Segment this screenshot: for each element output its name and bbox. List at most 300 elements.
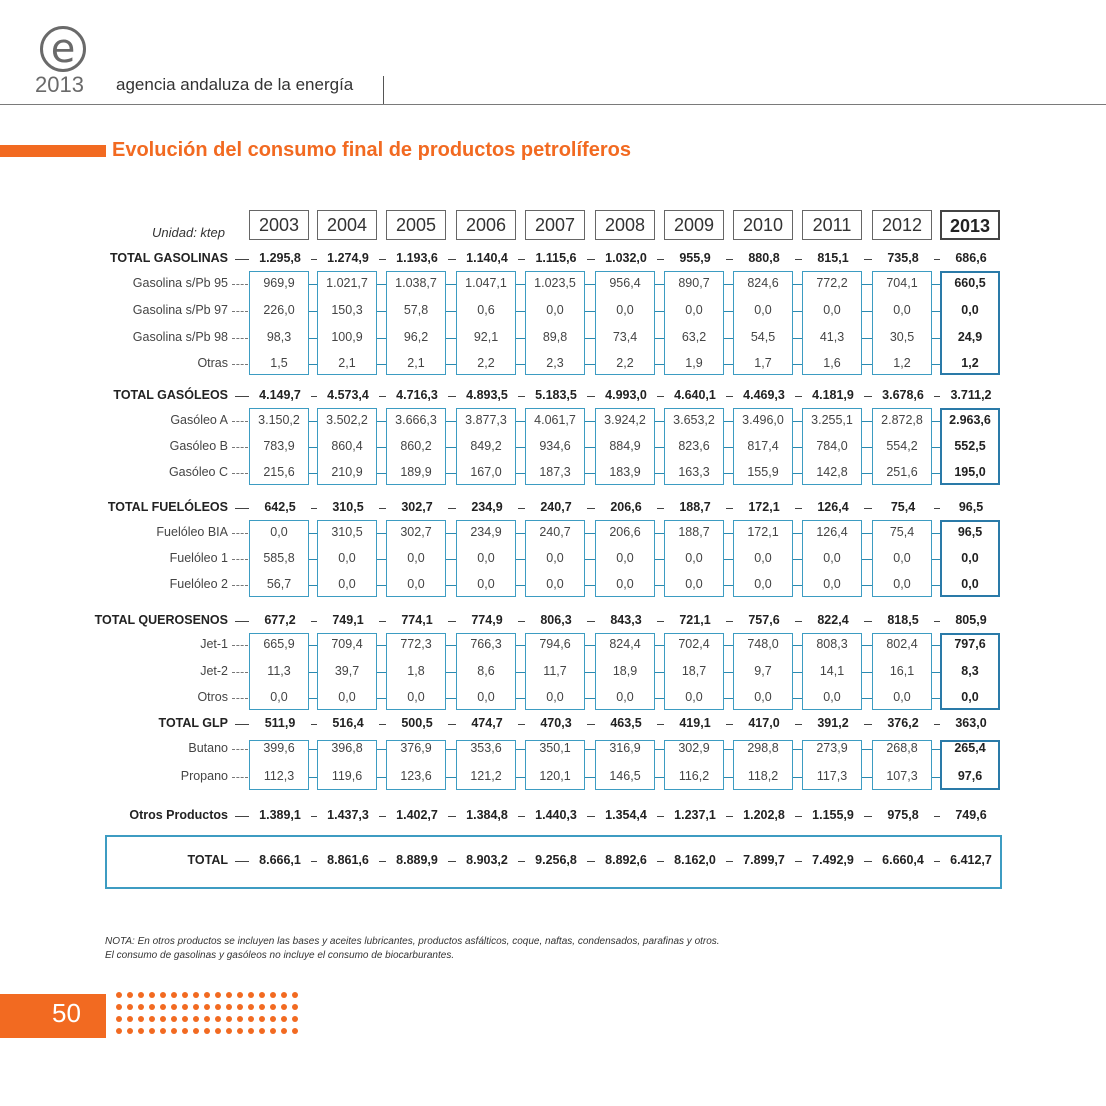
table-cell: 172,1 — [747, 525, 779, 539]
decorative-dot — [248, 992, 254, 998]
total-value: 4.893,5 — [456, 388, 518, 402]
row-connector — [932, 672, 940, 673]
row-connector — [585, 421, 595, 422]
table-cell: 2,2 — [616, 356, 634, 370]
row-connector — [655, 421, 664, 422]
table-cell: 0,0 — [823, 551, 841, 565]
row-label: Otros — [197, 690, 228, 704]
decorative-dot — [127, 1028, 133, 1034]
table-cell: 0,0 — [546, 551, 564, 565]
decorative-dot — [259, 1028, 265, 1034]
decorative-dot — [270, 1028, 276, 1034]
group-total-label: TOTAL GLP — [158, 716, 228, 730]
decorative-dot — [127, 1004, 133, 1010]
decorative-dot — [193, 1004, 199, 1010]
row-connector — [585, 777, 595, 778]
table-cell: 353,6 — [470, 741, 502, 755]
row-connector — [793, 585, 802, 586]
table-cell: 4.061,7 — [534, 413, 576, 427]
total-value: 417,0 — [733, 716, 795, 730]
row-connector — [862, 559, 872, 560]
total-value: 774,9 — [456, 613, 518, 627]
decorative-dot — [215, 1016, 221, 1022]
total-value: 9.256,8 — [525, 853, 587, 867]
table-cell: 783,9 — [263, 439, 295, 453]
row-connector — [446, 585, 456, 586]
total-value: 172,1 — [733, 500, 795, 514]
note-line-2: El consumo de gasolinas y gasóleos no incluye el consumo de biocarburantes. — [105, 950, 455, 961]
table-cell: 702,4 — [678, 637, 710, 651]
row-connector — [516, 421, 525, 422]
row-connector — [585, 364, 595, 365]
table-cell: 0,0 — [338, 577, 356, 591]
row-connector — [932, 559, 940, 560]
title-accent-bar — [0, 145, 106, 157]
table-cell: 14,1 — [819, 664, 845, 678]
year-header: 2006 — [456, 210, 516, 240]
total-value: 8.162,0 — [664, 853, 726, 867]
row-connector — [516, 749, 525, 750]
table-cell: 890,7 — [678, 276, 710, 290]
decorative-dot — [171, 1028, 177, 1034]
row-connector — [585, 672, 595, 673]
row-connector — [724, 421, 733, 422]
total-value: 822,4 — [802, 613, 864, 627]
group-total-label: TOTAL GASOLINAS — [109, 251, 228, 265]
decorative-dot — [138, 992, 144, 998]
row-connector — [724, 364, 733, 365]
table-cell: 0,0 — [685, 551, 703, 565]
total-value: 234,9 — [456, 500, 518, 514]
decorative-dot — [248, 1016, 254, 1022]
row-connector — [516, 533, 525, 534]
row-connector — [724, 698, 733, 699]
total-value: 4.181,9 — [802, 388, 864, 402]
row-connector — [446, 533, 456, 534]
row-label: Gasolina s/Pb 95 — [132, 276, 228, 290]
total-value: 474,7 — [456, 716, 518, 730]
decorative-dot — [182, 1004, 188, 1010]
row-leader — [232, 311, 248, 313]
table-cell: 0,0 — [823, 690, 841, 704]
row-connector — [655, 672, 664, 673]
total-value: 8.903,2 — [456, 853, 518, 867]
row-connector — [309, 421, 317, 422]
decorative-dot — [292, 1004, 298, 1010]
total-value: 757,6 — [733, 613, 795, 627]
total-value: 1.237,1 — [664, 808, 726, 822]
row-connector — [585, 585, 595, 586]
row-connector — [932, 645, 940, 646]
group-total-label: TOTAL FUELÓLEOS — [107, 500, 228, 514]
table-cell: 142,8 — [816, 465, 848, 479]
total-value: 735,8 — [872, 251, 934, 265]
total-value: 818,5 — [872, 613, 934, 627]
row-connector — [309, 585, 317, 586]
row-connector — [446, 645, 456, 646]
row-connector — [724, 585, 733, 586]
table-cell: 167,0 — [470, 465, 502, 479]
table-cell: 1,5 — [270, 356, 288, 370]
total-value: 1.440,3 — [525, 808, 587, 822]
table-cell: 3.150,2 — [258, 413, 300, 427]
group-total-label: TOTAL GASÓLEOS — [113, 388, 228, 402]
table-cell: 0,0 — [338, 551, 356, 565]
row-connector — [724, 749, 733, 750]
row-connector — [655, 585, 664, 586]
table-cell: 2.963,6 — [949, 413, 991, 427]
table-cell: 0,0 — [823, 577, 841, 591]
decorative-dot — [226, 1028, 232, 1034]
decorative-dot — [138, 1028, 144, 1034]
total-value: 1.295,8 — [249, 251, 311, 265]
row-connector — [377, 284, 386, 285]
table-cell: 1,2 — [893, 356, 911, 370]
table-cell: 16,1 — [889, 664, 915, 678]
table-cell: 240,7 — [539, 525, 571, 539]
total-value: 3.711,2 — [940, 388, 1002, 402]
year-header: 2011 — [802, 210, 862, 240]
table-cell: 273,9 — [816, 741, 848, 755]
table-cell: 884,9 — [609, 439, 641, 453]
table-cell: 1.047,1 — [465, 276, 507, 290]
decorative-dot — [270, 1016, 276, 1022]
row-connector — [585, 473, 595, 474]
row-connector — [862, 338, 872, 339]
table-cell: 0,0 — [754, 690, 772, 704]
row-connector — [516, 645, 525, 646]
total-value: 188,7 — [664, 500, 726, 514]
total-value: 1.115,6 — [525, 251, 587, 265]
table-cell: 3.255,1 — [811, 413, 853, 427]
decorative-dot — [149, 992, 155, 998]
decorative-dot — [292, 992, 298, 998]
row-connector — [309, 284, 317, 285]
table-cell: 234,9 — [470, 525, 502, 539]
total-value: 4.469,3 — [733, 388, 795, 402]
decorative-dot — [138, 1004, 144, 1010]
row-connector — [655, 559, 664, 560]
table-cell: 97,6 — [957, 769, 983, 783]
table-cell: 112,3 — [263, 769, 295, 783]
table-cell: 823,6 — [678, 439, 710, 453]
row-connector — [655, 311, 664, 312]
decorative-dot — [237, 1028, 243, 1034]
total-value: 8.892,6 — [595, 853, 657, 867]
total-value: 1.274,9 — [317, 251, 379, 265]
row-leader — [232, 585, 248, 587]
total-value: 749,1 — [317, 613, 379, 627]
otros-productos-label: Otros Productos — [129, 808, 228, 822]
decorative-dot — [281, 992, 287, 998]
row-label: Butano — [188, 741, 228, 755]
table-cell: 660,5 — [954, 276, 986, 290]
row-connector — [793, 364, 802, 365]
row-label: Gasóleo A — [170, 413, 228, 427]
table-cell: 96,2 — [403, 330, 429, 344]
table-cell: 704,1 — [886, 276, 918, 290]
row-connector — [655, 698, 664, 699]
table-cell: 0,0 — [754, 551, 772, 565]
table-cell: 772,2 — [816, 276, 848, 290]
row-connector — [585, 284, 595, 285]
table-cell: 54,5 — [750, 330, 776, 344]
total-value: 363,0 — [940, 716, 1002, 730]
total-value: 1.155,9 — [802, 808, 864, 822]
table-cell: 709,4 — [331, 637, 363, 651]
row-connector — [446, 421, 456, 422]
table-cell: 215,6 — [263, 465, 295, 479]
table-cell: 554,2 — [886, 439, 918, 453]
total-value: 806,3 — [525, 613, 587, 627]
decorative-dot — [281, 1028, 287, 1034]
row-connector — [862, 645, 872, 646]
decorative-dot — [116, 1028, 122, 1034]
row-connector — [377, 585, 386, 586]
total-value: 1.354,4 — [595, 808, 657, 822]
row-connector — [309, 559, 317, 560]
table-cell: 3.666,3 — [395, 413, 437, 427]
table-cell: 969,9 — [263, 276, 295, 290]
row-connector — [516, 698, 525, 699]
row-connector — [793, 421, 802, 422]
total-value: 240,7 — [525, 500, 587, 514]
table-cell: 189,9 — [400, 465, 432, 479]
total-value: 4.573,4 — [317, 388, 379, 402]
total-value: 1.202,8 — [733, 808, 795, 822]
row-connector — [862, 698, 872, 699]
logo-e-icon: e — [40, 26, 86, 72]
table-cell: 73,4 — [612, 330, 638, 344]
table-cell: 41,3 — [819, 330, 845, 344]
table-cell: 121,2 — [470, 769, 502, 783]
decorative-dot — [160, 1016, 166, 1022]
decorative-dot — [237, 1016, 243, 1022]
table-cell: 0,0 — [407, 551, 425, 565]
row-leader — [232, 672, 248, 674]
row-leader — [232, 364, 248, 366]
total-value: 955,9 — [664, 251, 726, 265]
year-header: 2005 — [386, 210, 446, 240]
row-connector — [377, 311, 386, 312]
table-cell: 265,4 — [954, 741, 986, 755]
row-leader — [232, 777, 248, 779]
row-connector — [932, 777, 940, 778]
row-connector — [724, 645, 733, 646]
table-cell: 116,2 — [678, 769, 710, 783]
row-connector — [309, 749, 317, 750]
total-value: 7.899,7 — [733, 853, 795, 867]
table-cell: 163,3 — [678, 465, 710, 479]
row-connector — [516, 311, 525, 312]
table-cell: 0,0 — [961, 303, 979, 317]
row-connector — [793, 698, 802, 699]
total-value: 391,2 — [802, 716, 864, 730]
table-cell: 0,0 — [754, 303, 772, 317]
table-cell: 30,5 — [889, 330, 915, 344]
row-connector — [655, 364, 664, 365]
table-cell: 119,6 — [331, 769, 363, 783]
decorative-dot — [182, 992, 188, 998]
table-cell: 24,9 — [957, 330, 983, 344]
table-cell: 210,9 — [331, 465, 363, 479]
row-connector — [585, 559, 595, 560]
row-connector — [446, 698, 456, 699]
note-line-1: NOTA: En otros productos se incluyen las bases y aceites lubricantes, productos asfálticos, coque, naftas, condensados, parafinas y otros. — [105, 936, 720, 947]
table-cell: 772,3 — [400, 637, 432, 651]
table-cell: 1,2 — [961, 356, 979, 370]
table-cell: 187,3 — [539, 465, 571, 479]
row-label: Jet-2 — [200, 664, 228, 678]
table-cell: 146,5 — [609, 769, 641, 783]
row-connector — [724, 284, 733, 285]
row-connector — [724, 559, 733, 560]
table-cell: 376,9 — [400, 741, 432, 755]
table-cell: 251,6 — [886, 465, 918, 479]
row-connector — [516, 447, 525, 448]
table-cell: 0,0 — [407, 577, 425, 591]
total-value: 880,8 — [733, 251, 795, 265]
decorative-dot — [259, 992, 265, 998]
total-value: 4.716,3 — [386, 388, 448, 402]
row-connector — [724, 777, 733, 778]
decorative-dot — [270, 992, 276, 998]
row-connector — [585, 533, 595, 534]
row-connector — [377, 698, 386, 699]
table-cell: 0,0 — [407, 690, 425, 704]
total-value: 774,1 — [386, 613, 448, 627]
table-cell: 3.496,0 — [742, 413, 784, 427]
total-value: 721,1 — [664, 613, 726, 627]
row-leader — [232, 533, 248, 535]
total-value: 500,5 — [386, 716, 448, 730]
table-cell: 63,2 — [681, 330, 707, 344]
total-value: 1.437,3 — [317, 808, 379, 822]
table-cell: 934,6 — [539, 439, 571, 453]
decorative-dot — [281, 1016, 287, 1022]
table-cell: 302,9 — [678, 741, 710, 755]
table-cell: 0,0 — [616, 551, 634, 565]
table-cell: 155,9 — [747, 465, 779, 479]
decorative-dot — [215, 1028, 221, 1034]
table-cell: 98,3 — [266, 330, 292, 344]
decorative-dot — [259, 1016, 265, 1022]
row-connector — [516, 284, 525, 285]
year-header: 2007 — [525, 210, 585, 240]
row-connector — [655, 777, 664, 778]
table-cell: 1.038,7 — [395, 276, 437, 290]
decorative-dot — [270, 1004, 276, 1010]
header-divider — [383, 76, 384, 104]
total-value: 8.666,1 — [249, 853, 311, 867]
row-leader — [232, 284, 248, 286]
total-value: 419,1 — [664, 716, 726, 730]
decorative-dot — [204, 992, 210, 998]
table-cell: 18,7 — [681, 664, 707, 678]
table-cell: 2,3 — [546, 356, 564, 370]
total-value: 5.183,5 — [525, 388, 587, 402]
table-cell: 3.924,2 — [604, 413, 646, 427]
table-cell: 794,6 — [539, 637, 571, 651]
grand-total-box — [105, 835, 1002, 889]
table-cell: 0,0 — [685, 690, 703, 704]
header-year: 2013 — [35, 72, 84, 97]
total-value: 805,9 — [940, 613, 1002, 627]
year-header: 2008 — [595, 210, 655, 240]
table-cell: 2,2 — [477, 356, 495, 370]
row-connector — [724, 338, 733, 339]
decorative-dot — [116, 992, 122, 998]
decorative-dot — [182, 1028, 188, 1034]
table-cell: 956,4 — [609, 276, 641, 290]
total-value: 126,4 — [802, 500, 864, 514]
group-total-label: TOTAL QUEROSENOS — [94, 613, 228, 627]
row-connector — [377, 559, 386, 560]
total-value: 6.660,4 — [872, 853, 934, 867]
total-value: 4.993,0 — [595, 388, 657, 402]
row-connector — [377, 749, 386, 750]
row-connector — [932, 749, 940, 750]
row-connector — [585, 698, 595, 699]
table-cell: 0,0 — [685, 303, 703, 317]
table-cell: 1,7 — [754, 356, 772, 370]
row-connector — [446, 447, 456, 448]
table-cell: 39,7 — [334, 664, 360, 678]
table-cell: 0,0 — [893, 577, 911, 591]
total-value: 516,4 — [317, 716, 379, 730]
row-leader — [232, 698, 248, 700]
row-connector — [309, 473, 317, 474]
table-cell: 824,4 — [609, 637, 641, 651]
table-cell: 298,8 — [747, 741, 779, 755]
table-cell: 9,7 — [754, 664, 772, 678]
table-cell: 0,0 — [616, 577, 634, 591]
row-label: Gasolina s/Pb 97 — [132, 303, 228, 317]
decorative-dot — [171, 992, 177, 998]
table-cell: 0,0 — [685, 577, 703, 591]
table-cell: 0,0 — [270, 525, 288, 539]
row-connector — [932, 698, 940, 699]
row-connector — [585, 749, 595, 750]
decorative-dot — [292, 1016, 298, 1022]
row-connector — [516, 338, 525, 339]
table-cell: 2,1 — [407, 356, 425, 370]
row-connector — [516, 364, 525, 365]
row-label: Otras — [197, 356, 228, 370]
table-cell: 89,8 — [542, 330, 568, 344]
row-connector — [309, 698, 317, 699]
row-connector — [932, 338, 940, 339]
table-cell: 0,0 — [616, 690, 634, 704]
total-value: 511,9 — [249, 716, 311, 730]
table-cell: 126,4 — [816, 525, 848, 539]
table-cell: 0,6 — [477, 303, 495, 317]
header-organization: agencia andaluza de la energía — [116, 75, 354, 94]
table-cell: 0,0 — [893, 551, 911, 565]
decorative-dot — [215, 992, 221, 998]
row-connector — [724, 447, 733, 448]
row-label: Fuelóleo 1 — [169, 551, 228, 565]
total-value: 463,5 — [595, 716, 657, 730]
row-connector — [309, 447, 317, 448]
year-header: 2009 — [664, 210, 724, 240]
table-cell: 824,6 — [747, 276, 779, 290]
table-cell: 0,0 — [546, 577, 564, 591]
total-value: 686,6 — [940, 251, 1002, 265]
grand-total-label: TOTAL — [187, 853, 228, 867]
row-connector — [446, 672, 456, 673]
table-cell: 3.502,2 — [326, 413, 368, 427]
